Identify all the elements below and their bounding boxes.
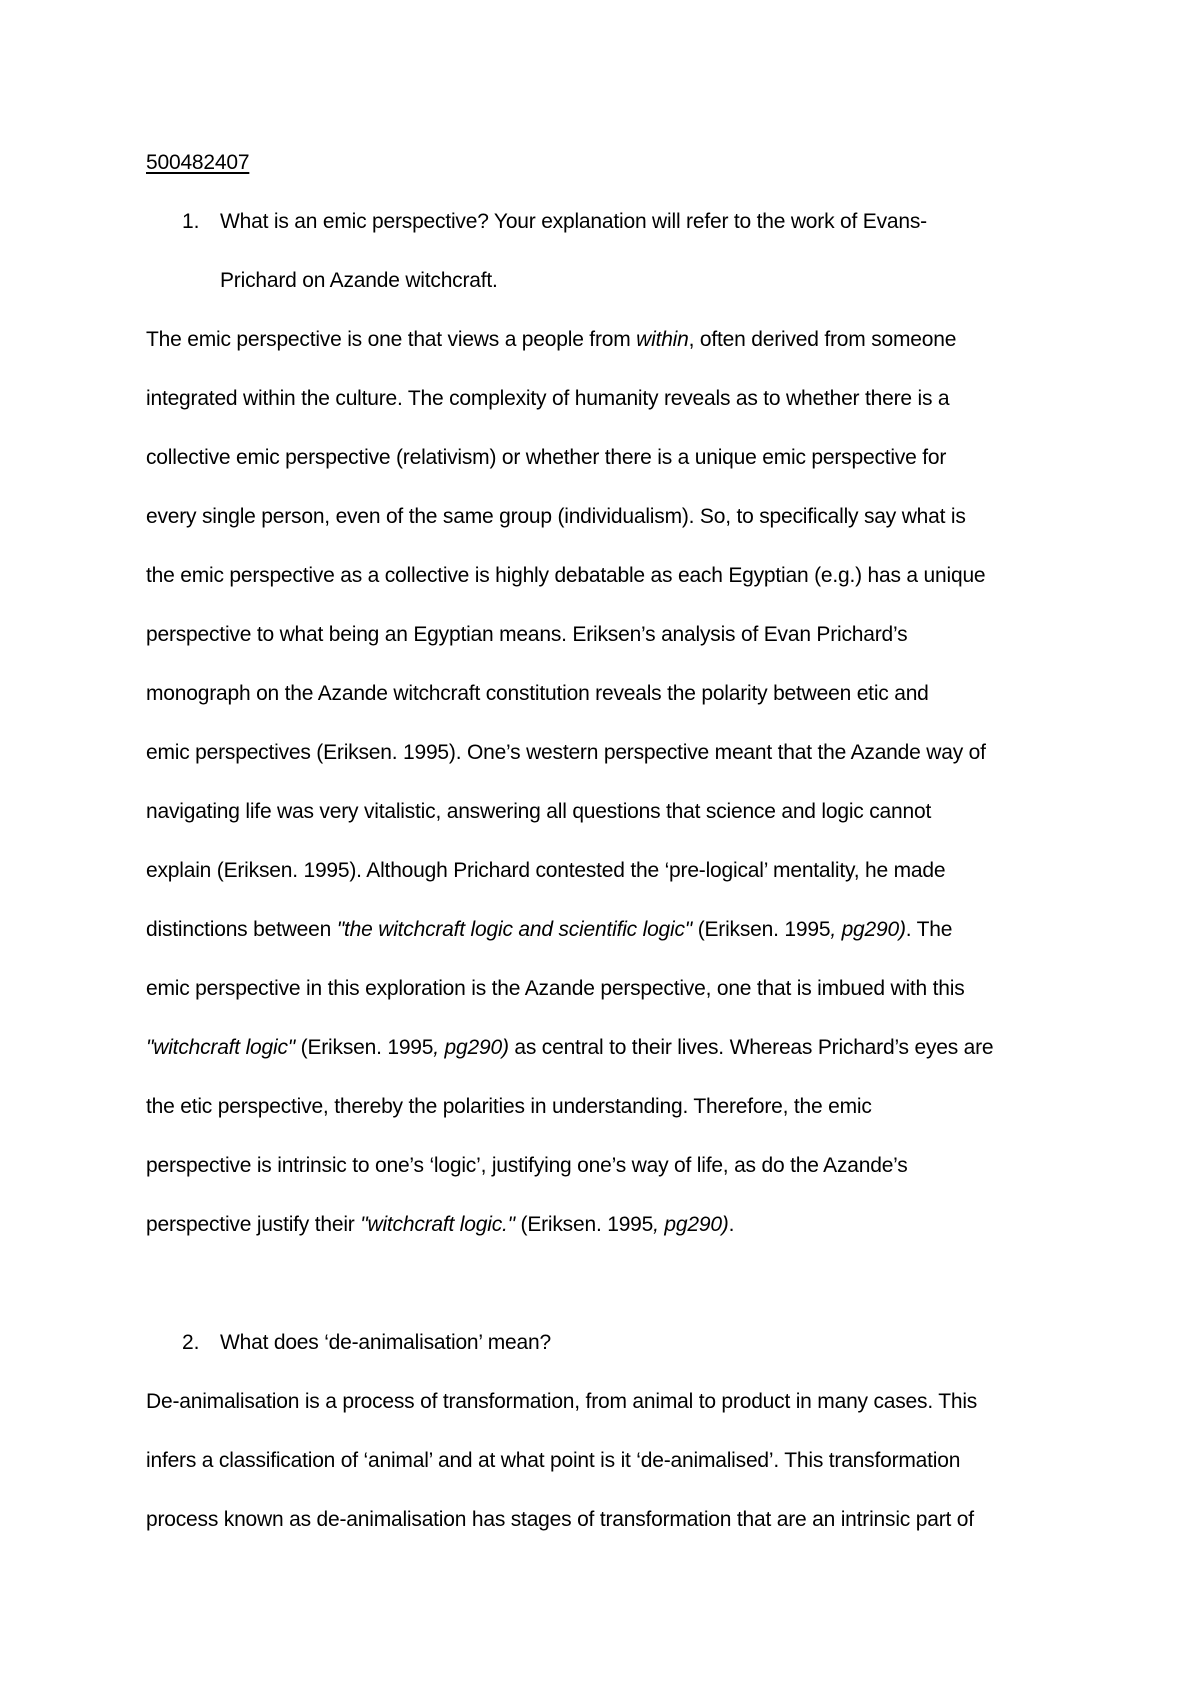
text-run: .: [728, 1213, 735, 1236]
text-run: distinctions between: [146, 918, 337, 941]
answer-1-line-16: [146, 1212, 734, 1238]
text-run: The emic perspective is one that views a people from: [146, 328, 637, 351]
answer-1-line-7: monograph on the Azande witchcraft constitution reveals the polarity between etic and: [146, 682, 929, 705]
quote-run: "witchcraft logic.": [360, 1213, 515, 1236]
page-ref-run: , pg290): [433, 1036, 509, 1059]
text-run: as central to their lives. Whereas Prichard’s eyes are: [508, 1036, 994, 1059]
question-2-number: 2.: [182, 1331, 200, 1354]
answer-1-line-15: perspective is intrinsic to one’s ‘logic’, justifying one’s way of life, as do the Azande’s: [146, 1154, 908, 1177]
text-run: perspective justify their: [146, 1213, 361, 1236]
answer-1-line-8: emic perspectives (Eriksen. 1995). One’s western perspective meant that the Azande way of: [146, 741, 986, 764]
answer-1-line-5: the emic perspective as a collective is highly debatable as each Egyptian (e.g.) has a unique: [146, 564, 986, 587]
question-1-number: 1.: [182, 210, 200, 233]
citation-run: (Eriksen. 1995: [295, 1036, 434, 1059]
page-ref-run: , pg290): [653, 1213, 729, 1236]
answer-2-line-1: De-animalisation is a process of transformation, from animal to product in many cases. This: [146, 1390, 978, 1413]
answer-1-line-4: every single person, even of the same group (individualism). So, to specifically say what is: [146, 505, 966, 528]
answer-1-line-6: perspective to what being an Egyptian means. Eriksen’s analysis of Evan Prichard’s: [146, 623, 908, 646]
answer-1-line-12: emic perspective in this exploration is the Azande perspective, one that is imbued with this: [146, 977, 965, 1000]
answer-1-line-3: collective emic perspective (relativism) or whether there is a unique emic perspective for: [146, 446, 947, 469]
question-1-line-2: Prichard on Azande witchcraft.: [220, 269, 498, 292]
quote-run: "the witchcraft logic and scientific logic": [336, 918, 693, 941]
page-ref-run: , pg290): [830, 918, 906, 941]
answer-1-line-1: [146, 327, 956, 353]
answer-1-line-14: the etic perspective, thereby the polarities in understanding. Therefore, the emic: [146, 1095, 872, 1118]
answer-1-line-9: navigating life was very vitalistic, answering all questions that science and logic cannot: [146, 800, 932, 823]
citation-run: (Eriksen. 1995: [692, 918, 831, 941]
answer-1-line-13: [146, 1035, 993, 1061]
text-run: . The: [905, 918, 953, 941]
answer-1-line-10: explain (Eriksen. 1995). Although Prichard contested the ‘pre-logical’ mentality, he made: [146, 859, 946, 882]
citation-run: (Eriksen. 1995: [514, 1213, 654, 1236]
student-id: 500482407: [146, 151, 250, 174]
question-1-line-1: What is an emic perspective? Your explanation will refer to the work of Evans-: [220, 210, 927, 233]
answer-2-line-2: infers a classification of ‘animal’ and at what point is it ‘de-animalised’. This transformation: [146, 1449, 961, 1472]
answer-2-line-3: process known as de-animalisation has stages of transformation that are an intrinsic part of: [146, 1508, 974, 1531]
question-2-text: What does ‘de-animalisation’ mean?: [220, 1331, 551, 1354]
answer-1-line-11: [146, 917, 952, 943]
text-run: , often derived from someone: [688, 328, 957, 351]
quote-run: "witchcraft logic": [146, 1036, 296, 1059]
emphasis-run: within: [636, 328, 689, 351]
answer-1-line-2: integrated within the culture. The complexity of humanity reveals as to whether there is a: [146, 387, 950, 410]
